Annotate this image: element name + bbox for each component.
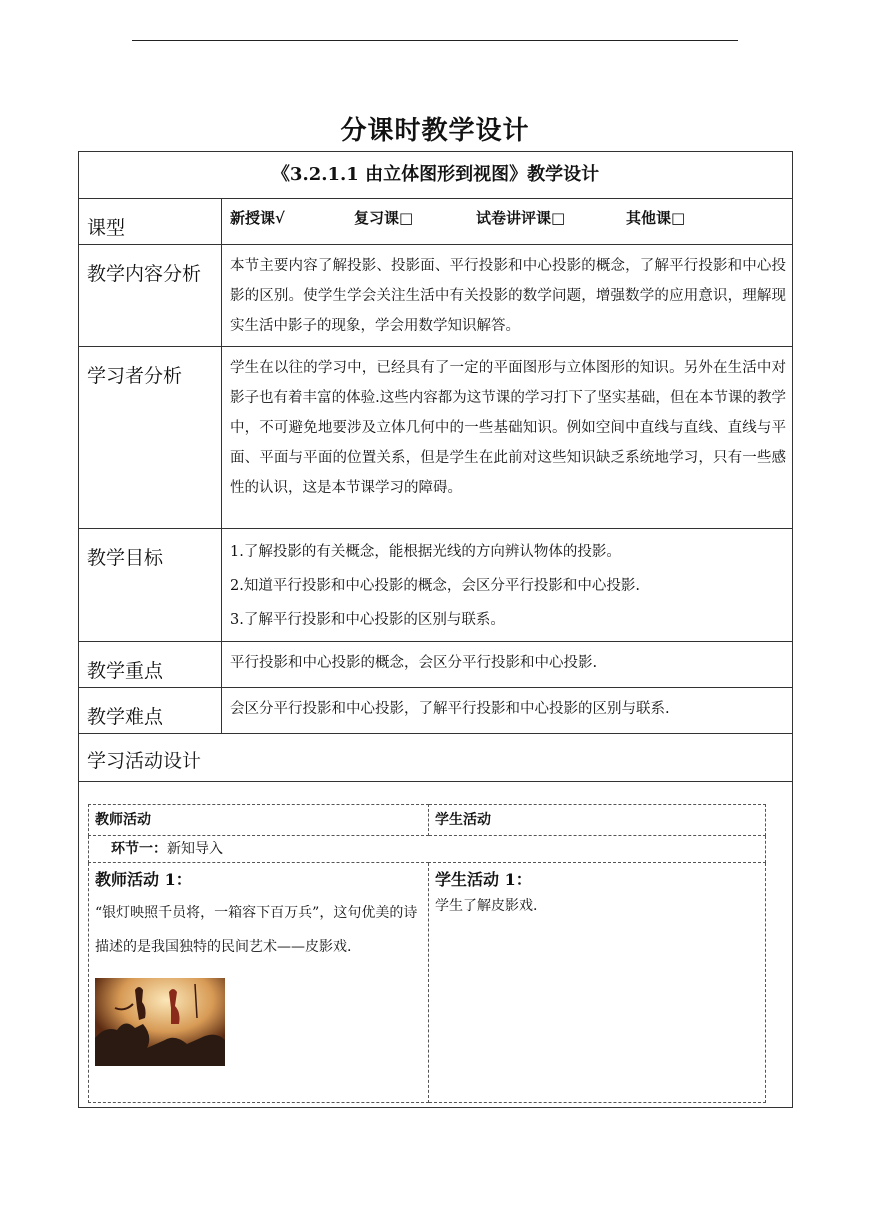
goal-item: 2.知道平行投影和中心投影的概念，会区分平行投影和中心投影.: [230, 578, 640, 594]
goals-list: [222, 529, 793, 642]
goal-item: 3.了解平行投影和中心投影的区别与联系。: [230, 612, 505, 628]
row-label-key-points: 教学重点: [79, 642, 222, 688]
key-points-text: 平行投影和中心投影的概念，会区分平行投影和中心投影.: [222, 642, 793, 688]
segment-label: 环节一：: [111, 841, 167, 857]
row-label-type: 课型: [79, 199, 222, 245]
activity-design-heading: 学习活动设计: [79, 734, 793, 782]
content-analysis-text: 本节主要内容了解投影、投影面、平行投影和中心投影的概念，了解平行投影和中心投影的区别。使学生学会关注生活中有关投影的数学问题，增强数学的应用意识，理解现实生活中影子的现象，学会用数学知识解答。: [222, 245, 793, 347]
goal-item: 1.了解投影的有关概念，能根据光线的方向辨认物体的投影。: [230, 544, 621, 560]
teacher-activity-header: 教师活动: [89, 805, 429, 836]
option-other: 其他课□: [626, 209, 686, 227]
student-activity-title: 学生活动 1：: [435, 870, 532, 889]
option-new-lesson: 新授课√: [230, 209, 285, 227]
activity-design-area: [79, 782, 793, 1108]
teacher-activity-title: 教师活动 1：: [95, 870, 192, 889]
learner-analysis-text: 学生在以往的学习中，已经具有了一定的平面图形与立体图形的知识。另外在生活中对影子也有着丰富的体验.这些内容都为这节课的学习打下了坚实基础，但在本节课的教学中，不可避免地要涉及立体几何中的一些基础知识。例如空间中直线与直线、直线与平面、平面与平面的位置关系，但是学生在此前对这些知识缺乏系统地学习，只有一些感性的认识，这是本节课学习的障碍。: [222, 347, 793, 529]
segment-row: [89, 836, 766, 863]
shadow-puppet-photo: [95, 978, 225, 1066]
row-label-learner-analysis: 学习者分析: [79, 347, 222, 529]
shadow-puppet-image: [95, 978, 225, 1066]
row-label-difficulties: 教学难点: [79, 688, 222, 734]
lesson-title: 《3.2.1.1 由立体图形到视图》教学设计: [79, 152, 793, 199]
student-activity-text: 学生了解皮影戏.: [435, 898, 538, 914]
activities-table: [88, 804, 766, 1103]
row-label-content-analysis: 教学内容分析: [79, 245, 222, 347]
page-title: 分课时教学设计: [340, 116, 530, 146]
segment-name: 新知导入: [167, 841, 223, 857]
teacher-activity-cell: [89, 863, 429, 1103]
option-review-lesson: 复习课□: [354, 209, 414, 227]
teacher-activity-text: “银灯映照千员将，一箱容下百万兵”，这句优美的诗描述的是我国独特的民间艺术——皮影戏.: [95, 905, 418, 955]
student-activity-header: 学生活动: [429, 805, 766, 836]
option-test-review: 试卷讲评课□: [476, 209, 566, 227]
difficulties-text: 会区分平行投影和中心投影，了解平行投影和中心投影的区别与联系.: [222, 688, 793, 734]
lesson-plan-table: [78, 151, 793, 1108]
student-activity-cell: [429, 863, 766, 1103]
lesson-type-options: [222, 199, 793, 245]
row-label-goals: 教学目标: [79, 529, 222, 642]
header-rule: [132, 40, 738, 41]
